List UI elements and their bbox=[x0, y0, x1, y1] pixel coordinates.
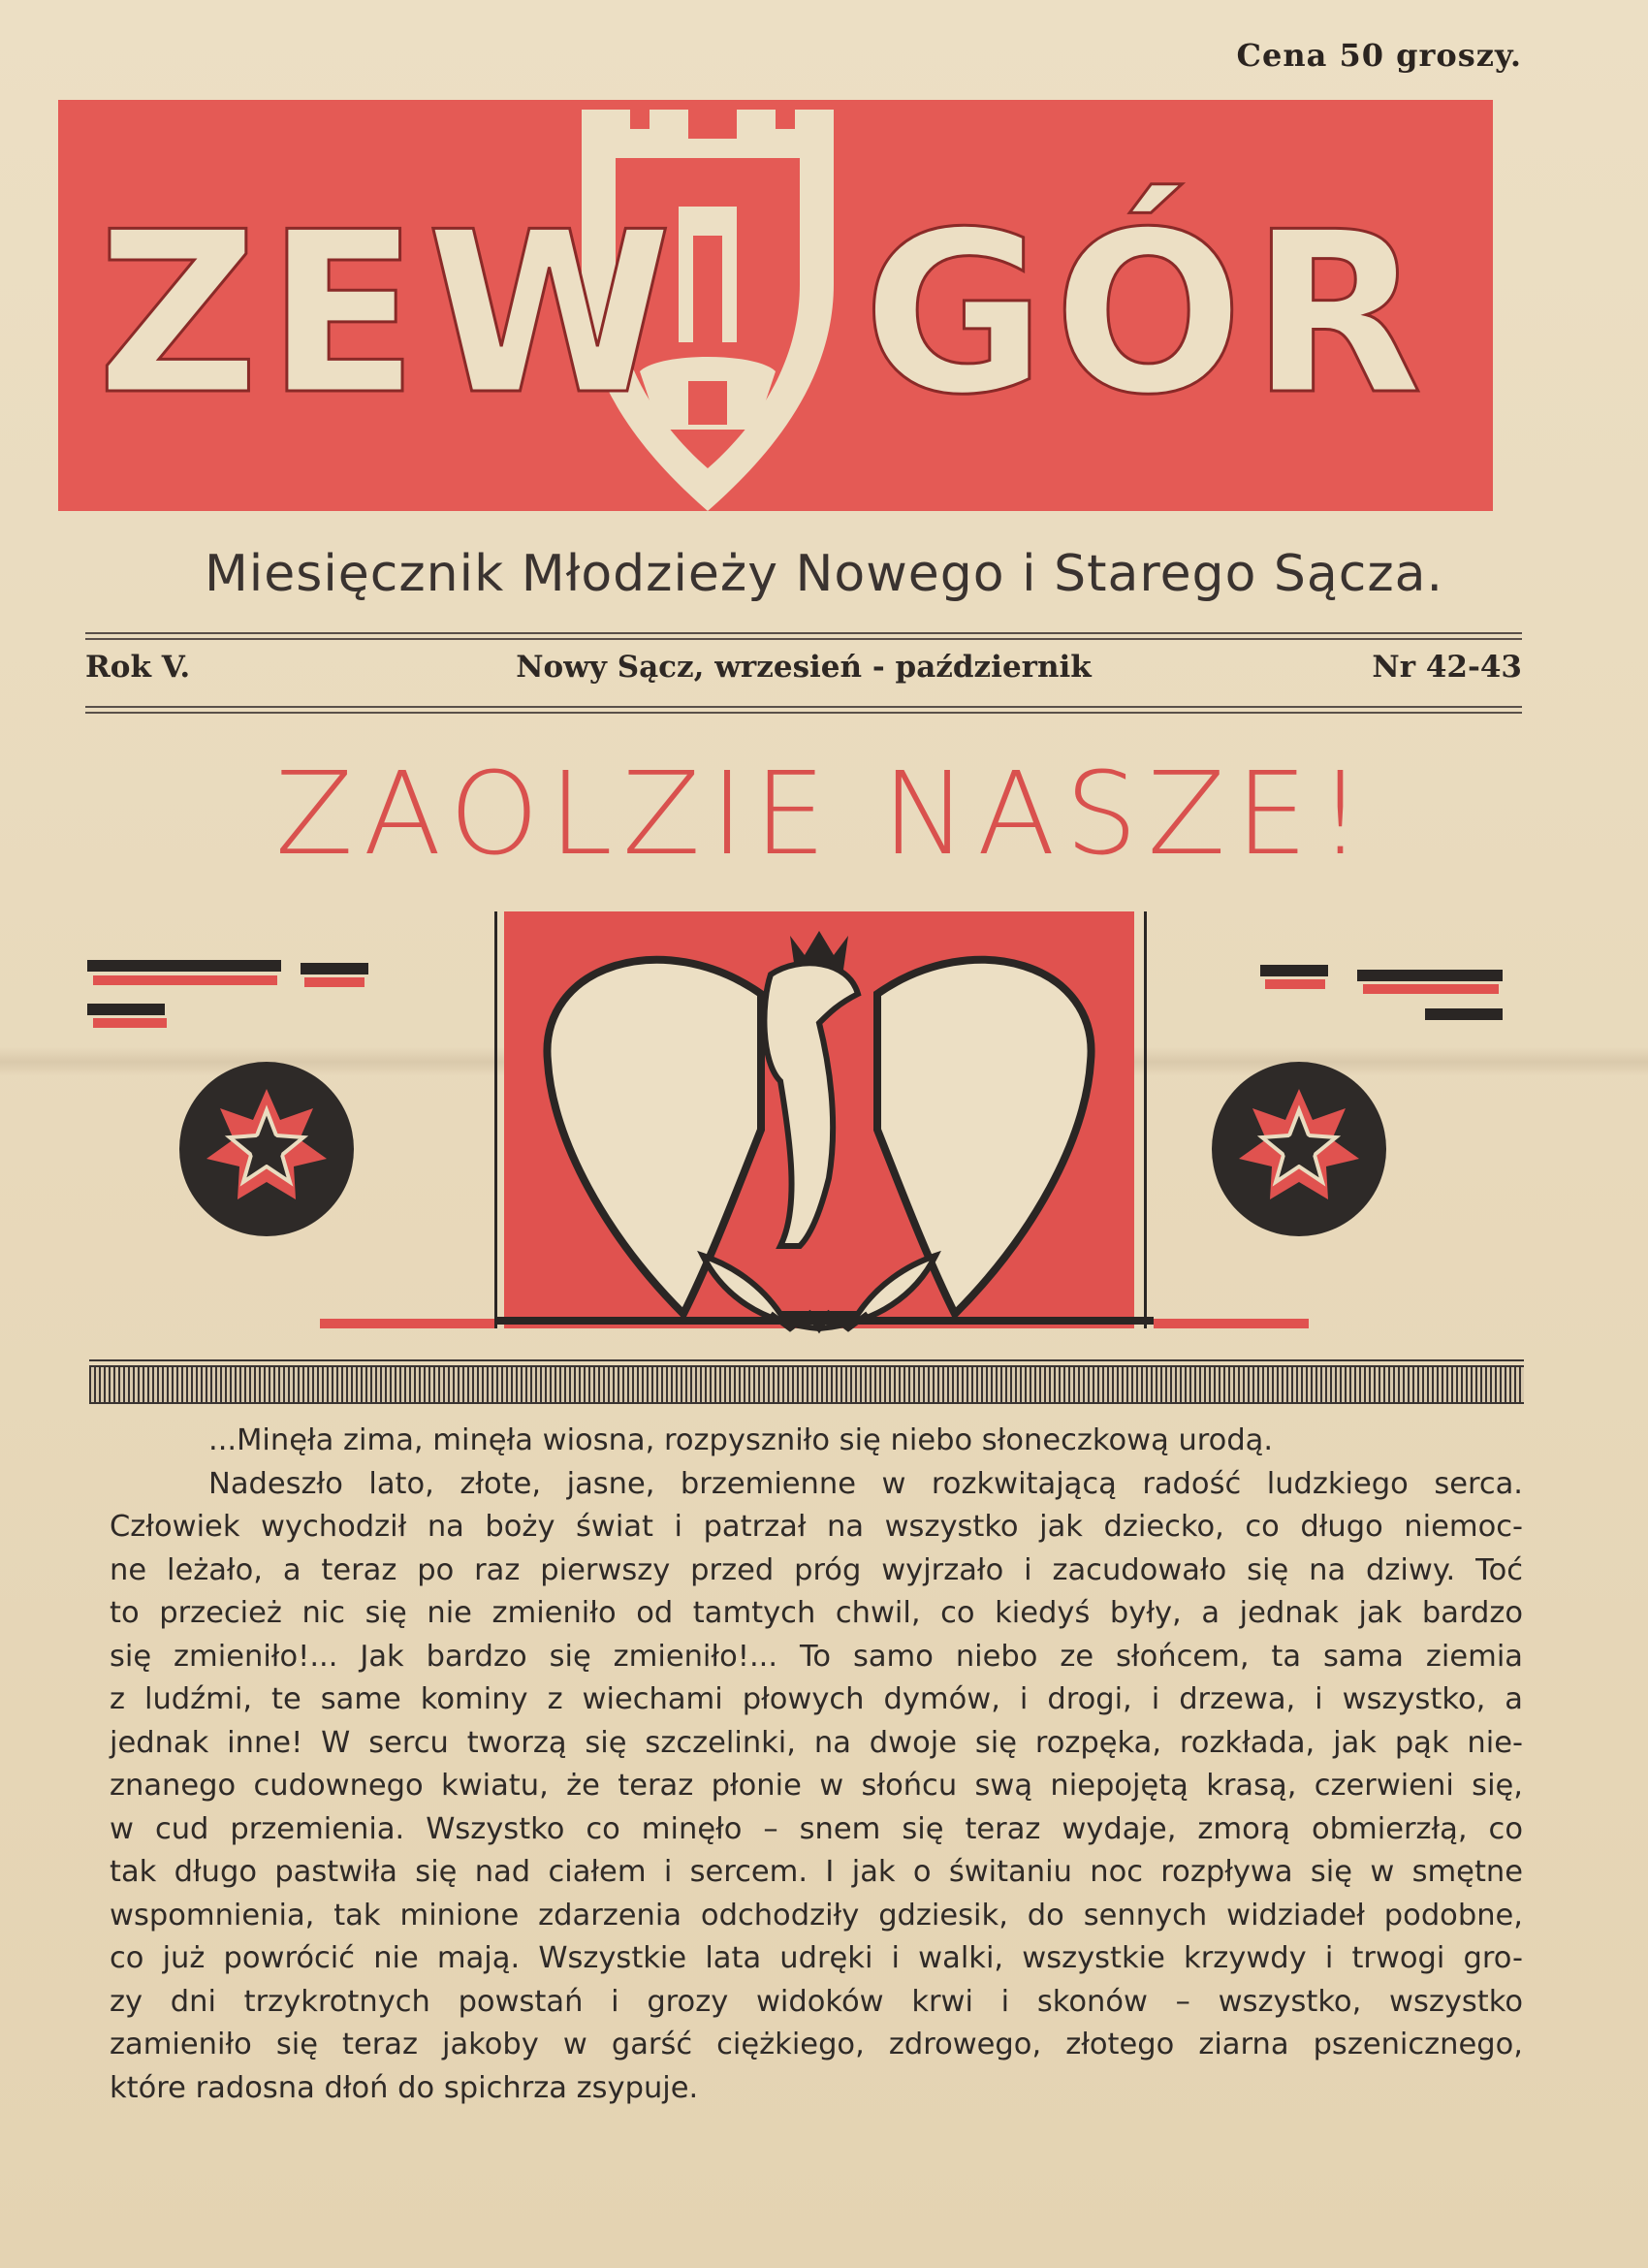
emblem-illustration bbox=[87, 911, 1541, 1361]
article-body bbox=[110, 1420, 1523, 2110]
bottom-rule bbox=[85, 706, 1522, 708]
article-line: to przecież nic się nie zmieniło od tamtych chwil, co kiedyś były, a jednak jak bardzo bbox=[110, 1596, 1523, 1630]
divider-line bbox=[89, 1359, 1524, 1361]
article-line: znanego cudownego kwiatu, że teraz płonie w słońcu swą niepojętą krasą, czerwieni się, bbox=[110, 1769, 1523, 1803]
left-bars bbox=[87, 960, 368, 1028]
bottom-rule-thin bbox=[85, 712, 1522, 714]
article-line: się zmieniło!... Jak bardzo się zmieniło!... To samo niebo ze słońcem, ta sama ziemia bbox=[110, 1639, 1523, 1674]
article-line: zy dni trzykrotnych powstań i grozy widoków krwi i skonów – wszystko, wszystko bbox=[110, 1984, 1523, 2019]
article-line: jednak inne! W sercu tworzą się szczelinki, na dwoje się rozpęka, rozkłada, jak pąk nie- bbox=[110, 1725, 1523, 1760]
masthead-banner bbox=[58, 100, 1493, 511]
headline: ZAOLZIE NASZE! bbox=[274, 747, 1374, 880]
article-line: które radosna dłoń do spichrza zsypuje. bbox=[110, 2070, 699, 2105]
issue-info-bar bbox=[85, 644, 1522, 690]
article-line: tak długo pastwiła się nad ciałem i sercem. I jak o świtaniu noc rozpływa się w smętne bbox=[110, 1855, 1523, 1889]
top-rule-thin bbox=[85, 638, 1522, 640]
masthead-artwork bbox=[58, 100, 1493, 511]
masthead-title-right: GÓR bbox=[863, 185, 1431, 444]
masthead-title-left: ZEW bbox=[97, 185, 681, 444]
price-label: Cena 50 groszy. bbox=[1236, 37, 1522, 74]
article-line: w cud przemienia. Wszystko co minęło – snem się teraz wydaje, zmorą obmierzłą, co bbox=[110, 1811, 1523, 1846]
article-line: Człowiek wychodził na boży świat i patrzał na wszystko jak dziecko, co długo niemoc- bbox=[110, 1510, 1523, 1544]
article-line: ...Minęła zima, minęła wiosna, rozpyszniło się niebo słoneczkową urodą. bbox=[208, 1423, 1274, 1457]
hatched-divider bbox=[89, 1365, 1524, 1404]
top-rule bbox=[85, 632, 1522, 634]
issue-year: Rok V. bbox=[85, 650, 191, 685]
issue-number: Nr 42-43 bbox=[1372, 650, 1522, 685]
article-line: z ludźmi, te same kominy z wiechami płowych dymów, i drogi, i drzewa, i wszystko, a bbox=[110, 1682, 1523, 1716]
article-line: wspomnienia, tak minione zdarzenia odchodziły gdziesik, do sennych widziadeł podobne, bbox=[110, 1898, 1523, 1933]
article-line: ne leżało, a teraz po raz pierwszy przed próg wyjrzało i zacudowało się na dziwy. Toć bbox=[110, 1552, 1523, 1587]
article-line: co już powrócić nie mają. Wszystkie lata udręki i walki, wszystkie krzywdy i trwogi gro- bbox=[110, 1941, 1523, 1975]
article-line: zamieniło się teraz jakoby w garść ciężkiego, zdrowego, złotego ziarna pszenicznego, bbox=[110, 2028, 1523, 2061]
eagle-panel bbox=[494, 911, 1154, 1328]
issue-place-date: Nowy Sącz, wrzesień - październik bbox=[516, 650, 1092, 685]
article-line: Nadeszło lato, złote, jasne, brzemienne w rozkwitającą radość ludzkiego serca. bbox=[208, 1466, 1523, 1501]
subtitle: Miesięcznik Młodzieży Nowego i Starego Sącza. bbox=[204, 545, 1444, 603]
right-bars bbox=[1260, 965, 1503, 1020]
star-medallion-icon bbox=[1212, 1062, 1386, 1236]
star-medallion-icon bbox=[179, 1062, 354, 1236]
